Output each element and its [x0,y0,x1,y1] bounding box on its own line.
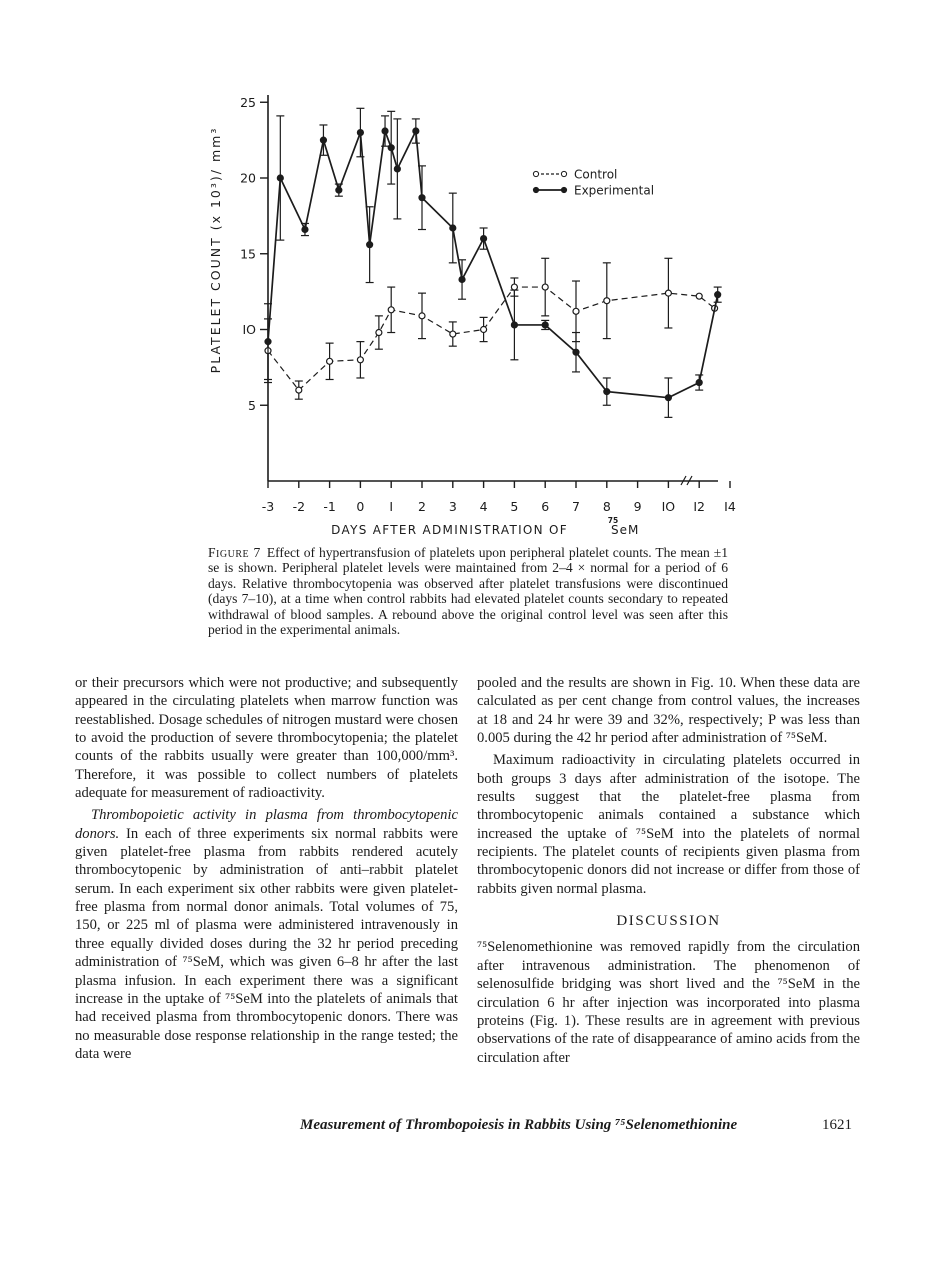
data-point [511,322,517,328]
data-point [277,175,283,181]
data-point [604,298,610,304]
legend-marker [533,171,538,176]
right-column [477,674,860,1071]
page-number: 1621 [822,1117,852,1133]
x-tick-label: I4 [724,499,736,514]
page-footer [300,1117,852,1134]
data-point [320,137,326,143]
chart-axes [240,95,736,514]
x-tick-label: 8 [602,499,611,514]
chart-series [264,108,722,417]
data-point [302,227,308,233]
platelet-count-chart [200,90,740,545]
figure-caption [208,545,728,637]
x-tick-label: I [389,499,394,514]
data-point [388,145,394,151]
data-point [296,387,302,393]
x-tick-label: 2 [418,499,426,514]
y-tick-label: 5 [248,397,256,413]
x-tick-label: 4 [479,499,488,514]
legend-marker [561,171,566,176]
figure-caption-text: Effect of hypertransfusion of platelets upon peripheral platelet counts. The mean ±1 se is shown. Peripheral platelet levels were maintained from 2–4 × normal for a period of 6 days. Relative thrombocytopenia was observed after platelet transfusions were discontinued (days 7–10), at a time when control rabbits had elevated platelet counts secondary to repeated withdrawal of blood samples. A rebound above the original control level was seen after this period in the experimental animals. [208,545,729,638]
data-point [511,284,517,290]
x-tick-label: -2 [292,499,306,514]
running-title: Measurement of Thrombopoiesis in Rabbits Using ⁷⁵Selenomethionine [300,1117,738,1133]
series-experimental [264,108,722,417]
x-axis-isotope: SeM [611,523,640,537]
data-point [573,308,579,314]
paragraph-text: In each of three experiments six normal rabbits were given platelet-free plasma from rabbits rendered acutely thrombocytopenic by administration of anti–rabbit platelet serum. In each experiment six other rabbits were given platelet-free plasma from normal donor animals. Total volumes of 75, 150, or 225 ml of plasma were administered intravenously in three equally divided doses during the 32 hr period preceding administration of ⁷⁵SeM, which was given 6–8 hr after the last plasma infusion. In each experiment there was a significant increase in the uptake of ⁷⁵SeM into the platelets of animals that had received plasma from thrombocytopenic donors. There was no measurable dose response relationship in the range tested; the data were [75,825,458,1062]
data-point [376,330,382,336]
section-heading: DISCUSSION [616,913,721,930]
legend-marker [561,187,566,192]
data-point [357,357,363,363]
data-point [604,389,610,395]
data-point [382,128,388,134]
paragraph: pooled and the results are shown in Fig. 10. When these data are calculated as per cent change from control values, the increases at 18 and 24 hr were 39 and 32%, respectively; P was less than 0.005 during the 42 hr period after administration of ⁷⁵SeM. [477,675,860,747]
data-point [419,195,425,201]
x-tick-label: -1 [323,499,336,514]
data-point [481,327,487,333]
y-tick-label: 20 [240,170,256,186]
data-point [696,293,702,299]
x-axis-isotope-mass: 75 [607,516,619,525]
x-tick-label: I2 [693,499,706,514]
data-point [542,284,548,290]
run-in-heading: Thrombopoietic activity in plasma from thrombocytopenic donors. [75,807,458,842]
paragraph: or their precursors which were not productive; and subsequently appeared in the circulating platelets when marrow function was reestablished. Dosage schedules of nitrogen mustard were chosen to avoid the production of severe thrombocytopenia; the platelet counts of the rabbits usually were greater than 100,000/mm³. Therefore, it was possible to collect numbers of platelets adequate for measurement of radioactivity. [75,675,458,802]
data-point [327,358,333,364]
paragraph: Maximum radioactivity in circulating platelets occurred in both groups 3 days after administration of the isotope. The results suggest that the platelet-free plasma from thrombocytopenic animals contained a substance which increased the uptake of ⁷⁵SeM into the platelets of normal recipients. The platelet counts of recipients given plasma from thrombocytopenic donors did not increase or differ from those of rabbits given normal plasma. [477,752,860,897]
data-point [394,166,400,172]
data-point [450,225,456,231]
legend-label-experimental: Experimental [574,183,655,198]
left-column [75,674,458,1067]
x-tick-label: 7 [572,499,580,514]
data-point [696,380,702,386]
x-tick-label: 6 [541,499,550,514]
y-tick-label: 25 [240,94,256,110]
y-axis-label: PLATELET COUNT (x 10³)/ mm³ [208,126,223,374]
x-tick-label: 5 [510,499,519,514]
x-tick-label: 0 [356,499,365,514]
x-tick-label: 3 [448,499,457,514]
x-tick-label: -3 [261,499,275,514]
data-point [413,128,419,134]
x-tick-label: 9 [633,499,642,514]
data-point [665,395,671,401]
legend-label-control: Control [574,167,618,182]
series-line-experimental [268,131,718,398]
data-point [265,339,271,345]
y-tick-label: 15 [240,246,256,262]
data-point [481,236,487,242]
x-axis-label-group [331,516,639,537]
paragraph: ⁷⁵Selenomethionine was removed rapidly from the circulation after intravenous administration. The phenomenon of selenosulfide bridging was short lived and the ⁷⁵SeM in the circulation 6 hr after injection was incorporated into plasma proteins (Fig. 1). These results are in agreement with previous observations of the rate of disappearance of amino acids from the circulation after [477,939,860,1066]
series-line-control [268,287,715,390]
x-axis-label: DAYS AFTER ADMINISTRATION OF [331,523,568,537]
data-point [459,277,465,283]
chart-legend [533,168,654,198]
paragraph [75,806,458,1063]
data-point [388,307,394,313]
figure-label: Figure 7 [208,545,261,560]
data-point [450,331,456,337]
data-point [715,292,721,298]
data-point [367,242,373,248]
y-tick-label: IO [242,322,256,337]
x-tick-label: IO [661,499,676,514]
data-point [419,313,425,319]
series-control [264,258,718,399]
data-point [665,290,671,296]
legend-marker [533,187,538,192]
data-point [336,187,342,193]
data-point [542,322,548,328]
data-point [357,130,363,136]
data-point [573,349,579,355]
